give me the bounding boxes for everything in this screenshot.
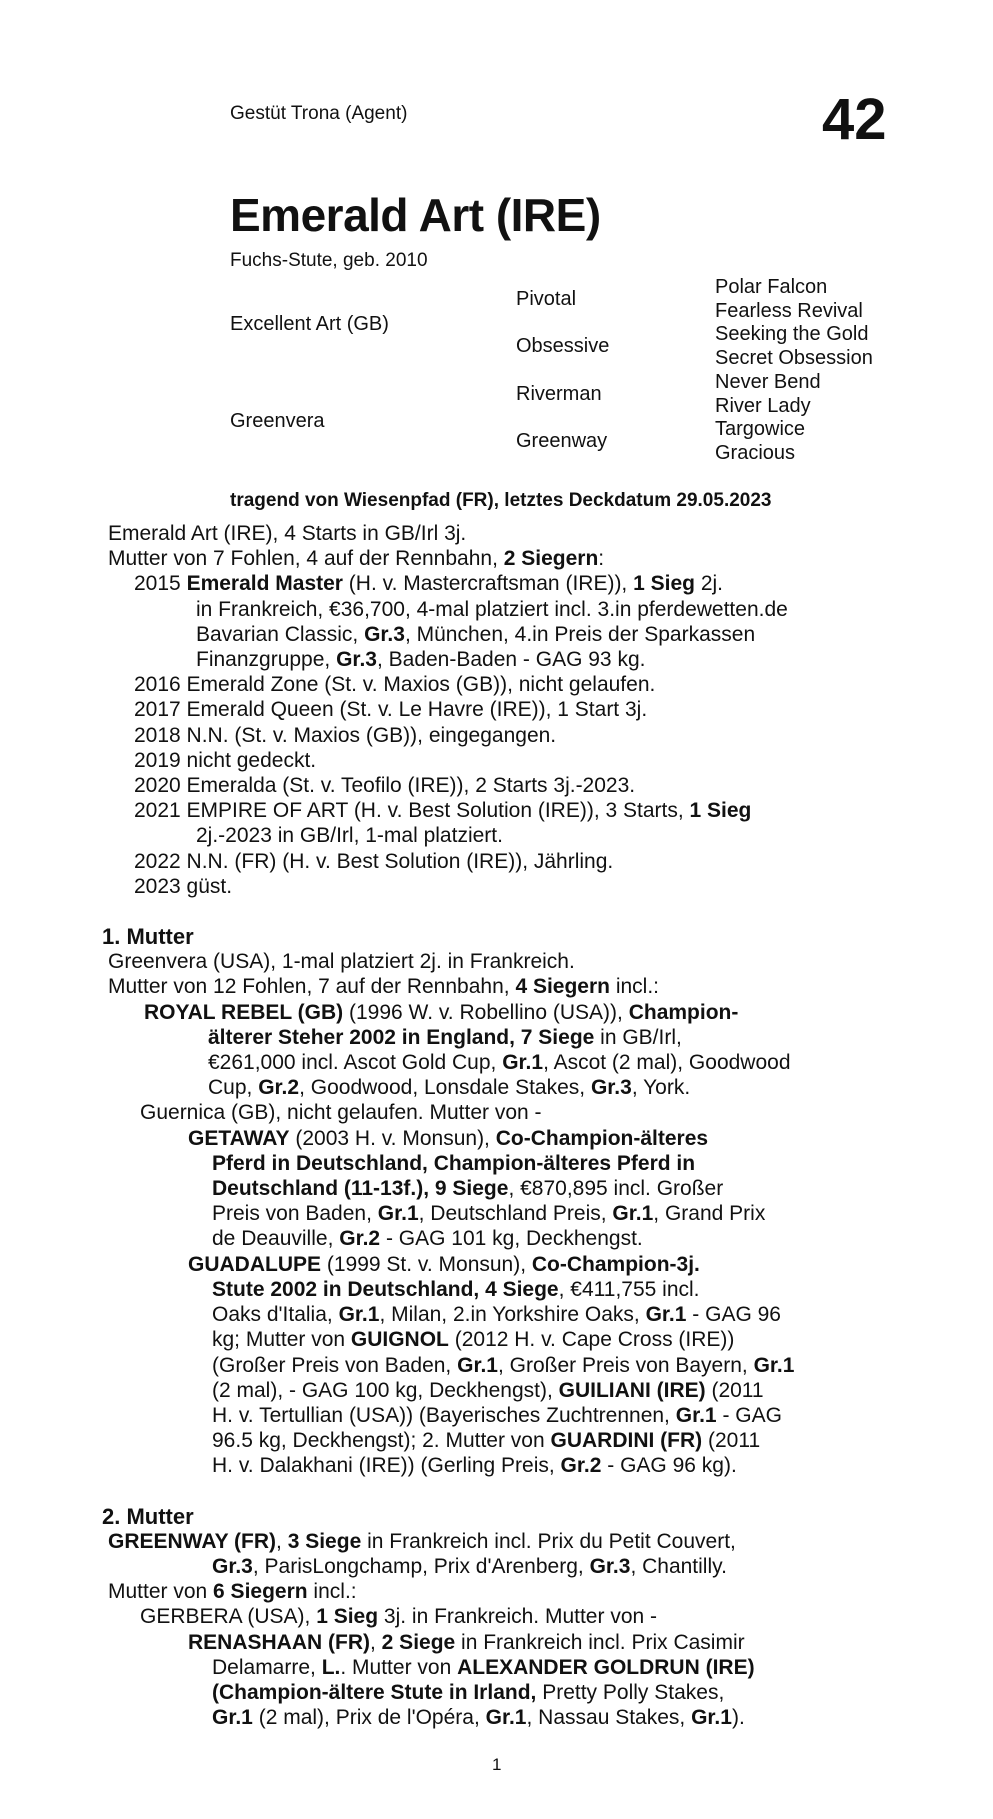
text-run: , Milan, 2.in Yorkshire Oaks, [379, 1303, 646, 1327]
text-run: , Chantilly. [630, 1554, 727, 1578]
bold-run: Gr.3 [336, 648, 377, 672]
text-line [108, 1604, 908, 1629]
text-run: Pretty Polly Stakes, [536, 1680, 725, 1704]
text-line [108, 773, 908, 798]
text-run: - GAG [716, 1403, 782, 1427]
text-line [108, 1630, 908, 1655]
bold-run: Gr.1 [645, 1303, 687, 1327]
pedigree-sire-dam: Obsessive [516, 335, 610, 357]
text-run: Delamarre, [212, 1655, 322, 1679]
text-run: 2j.-2023 in GB/Irl, 1-mal platziert. [196, 824, 503, 848]
text-run: (2011 [705, 1378, 764, 1402]
text-line [108, 1529, 908, 1554]
text-line [108, 1100, 908, 1125]
text-run: , Deutschland Preis, [418, 1202, 613, 1226]
bold-run: Gr.3 [590, 1076, 632, 1100]
text-run: (Großer Preis von Baden, [212, 1353, 458, 1377]
text-run: Mutter von 7 Fohlen, 4 auf der Rennbahn, [108, 547, 504, 571]
text-line [108, 1126, 908, 1151]
bold-run: 1 Sieg [689, 799, 752, 823]
bold-run: Gr.3 [364, 622, 405, 646]
text-line [108, 1453, 908, 1478]
pedigree-dam: Greenvera [230, 410, 325, 432]
text-line [108, 1201, 908, 1226]
pedigree-dam-sire: Riverman [516, 383, 602, 405]
text-run: incl.: [307, 1580, 357, 1604]
section-spacer [108, 1479, 908, 1504]
text-run: Bavarian Classic, [196, 622, 365, 646]
text-line [108, 1428, 908, 1453]
text-line [108, 1025, 908, 1050]
text-run: 2022 N.N. (FR) (H. v. Best Solution (IRE)), Jährling. [134, 849, 614, 873]
text-run: in GB/Irl, [594, 1025, 682, 1049]
text-line [108, 1353, 908, 1378]
text-run: H. v. Dalakhani (IRE)) (Gerling Preis, [212, 1454, 561, 1478]
text-line [108, 849, 908, 874]
text-run: incl.: [609, 975, 659, 999]
bold-run: Gr.1 [457, 1353, 498, 1377]
bold-run: Co-Champion-3j. [531, 1252, 700, 1276]
text-run: (2003 H. v. Monsun), [289, 1126, 496, 1150]
bold-run: Gr.3 [589, 1554, 631, 1578]
text-run: 2018 N.N. (St. v. Maxios (GB)), eingegangen. [134, 723, 557, 747]
text-line [108, 647, 908, 672]
text-run: GERBERA (USA), [140, 1605, 317, 1629]
text-run: in Frankreich incl. Prix Casimir [455, 1630, 745, 1654]
text-run: kg; Mutter von [212, 1328, 351, 1352]
pedigree-dam-dam: Greenway [516, 430, 608, 452]
text-line [108, 1226, 908, 1251]
text-run: , Großer Preis von Bayern, [497, 1353, 754, 1377]
bold-run: Gr.1 [612, 1202, 654, 1226]
bold-run: ROYAL REBEL (GB) [144, 1000, 344, 1024]
text-run: : [598, 547, 605, 571]
section-heading [102, 924, 908, 949]
text-line [108, 1680, 908, 1705]
text-run: 2021 EMPIRE OF ART (H. v. Best Solution (IRE)), 3 Starts, [134, 799, 690, 823]
page-number: 1 [492, 1755, 502, 1774]
text-line [108, 874, 908, 899]
text-run: , ParisLongchamp, Prix d'Arenberg, [252, 1554, 590, 1578]
text-run: 2019 nicht gedeckt. [134, 748, 317, 772]
bold-run: Gr.1 [691, 1706, 732, 1730]
text-line [108, 748, 908, 773]
text-run: - GAG 96 [686, 1303, 781, 1327]
pedigree-ggp-3: Seeking the Gold [715, 323, 869, 345]
horse-description: Fuchs-Stute, geb. 2010 [230, 250, 428, 271]
text-run: (2 mal), - GAG 100 kg, Deckhengst), [212, 1378, 559, 1402]
text-line [108, 1050, 908, 1075]
text-line [108, 1705, 908, 1730]
bold-run: Gr.1 [675, 1403, 717, 1427]
bold-run: 1 Sieg [316, 1605, 379, 1629]
text-run: 2016 Emerald Zone (St. v. Maxios (GB)), nicht gelaufen. [134, 673, 656, 697]
text-line [108, 1151, 908, 1176]
text-run: 2017 Emerald Queen (St. v. Le Havre (IRE)), 1 Start 3j. [134, 698, 648, 722]
covered-note: tragend von Wiesenpfad (FR), letztes Deckdatum 29.05.2023 [230, 490, 772, 511]
text-run: Finanzgruppe, [196, 648, 337, 672]
bold-run: Gr.1 [338, 1303, 380, 1327]
text-run: 96.5 kg, Deckhengst); 2. Mutter von [212, 1429, 551, 1453]
bold-run: ALEXANDER GOLDRUN (IRE) [457, 1655, 755, 1679]
text-run: , York. [631, 1076, 691, 1100]
bold-run: Champion- [628, 1000, 739, 1024]
bold-run: GUIGNOL [350, 1328, 449, 1352]
text-run: , Baden-Baden - GAG 93 kg. [376, 648, 646, 672]
bold-run: 3 Siege [287, 1529, 362, 1553]
bold-run: Pferd in Deutschland, Champion-älteres Pferd in [212, 1151, 696, 1175]
text-line [108, 1378, 908, 1403]
text-run: , €870,895 incl. Großer [508, 1177, 724, 1201]
agent-name: Gestüt Trona (Agent) [230, 103, 408, 124]
bold-run: RENASHAAN (FR) [188, 1630, 370, 1654]
text-line [108, 1327, 908, 1352]
text-run: in Frankreich, €36,700, 4-mal platziert incl. 3.in pferdewetten.de [196, 597, 788, 621]
text-run: ). [731, 1706, 745, 1730]
produce-record [102, 521, 908, 1730]
bold-run: Co-Champion-älteres [495, 1126, 709, 1150]
section-heading [102, 1504, 908, 1529]
text-run: - GAG 96 kg). [601, 1454, 737, 1478]
pedigree-ggp-8: Gracious [715, 442, 796, 464]
text-line [108, 672, 908, 697]
pedigree-ggp-4: Secret Obsession [715, 347, 873, 369]
bold-run: (Champion-ältere Stute in Irland, [212, 1680, 537, 1704]
text-line [108, 521, 908, 546]
text-run: (2011 [702, 1429, 761, 1453]
text-run: , Ascot (2 mal), Goodwood [543, 1051, 791, 1075]
text-run: 2j. [694, 572, 723, 596]
bold-run: GUARDINI (FR) [550, 1429, 703, 1453]
bold-run: 4 Siegern [515, 975, 610, 999]
text-line [108, 1403, 908, 1428]
text-run: Oaks d'Italia, [212, 1303, 339, 1327]
bold-run: Deutschland (11-13f.), 9 Siege [212, 1177, 509, 1201]
bold-run: 1 Sieg [633, 572, 695, 596]
text-run: de Deauville, [212, 1227, 340, 1251]
bold-run: 2 Siege [381, 1630, 456, 1654]
bold-run: Gr.2 [560, 1454, 602, 1478]
text-run: Preis von Baden, [212, 1202, 378, 1226]
text-run: , [370, 1630, 382, 1654]
bold-run: Gr.1 [212, 1706, 253, 1730]
bold-run: L. [321, 1655, 341, 1679]
text-line [108, 949, 908, 974]
bold-run: 2 Siegern [503, 547, 599, 571]
text-line [108, 798, 908, 823]
text-run: . Mutter von [340, 1655, 458, 1679]
text-line [108, 1075, 908, 1100]
text-line [108, 546, 908, 571]
text-run: Emerald Art (IRE), 4 Starts in GB/Irl 3j. [108, 522, 467, 545]
text-run: H. v. Tertullian (USA)) (Bayerisches Zuchtrennen, [212, 1403, 676, 1427]
bold-run: Gr.2 [339, 1227, 381, 1251]
horse-name: Emerald Art (IRE) [230, 189, 601, 241]
text-run: 2015 [134, 572, 187, 596]
text-run: €261,000 incl. Ascot Gold Cup, [208, 1051, 503, 1075]
text-line [108, 1554, 908, 1579]
text-run: 3j. in Frankreich. Mutter von - [378, 1605, 658, 1629]
text-run: (1999 St. v. Monsun), [321, 1252, 532, 1276]
text-run: , München, 4.in Preis der Sparkassen [404, 622, 756, 646]
text-run: - GAG 101 kg, Deckhengst. [380, 1227, 643, 1251]
text-run: (1996 W. v. Robellino (USA)), [343, 1000, 629, 1024]
text-line [108, 1252, 908, 1277]
bold-run: Emerald Master [186, 572, 343, 596]
text-run: , Goodwood, Lonsdale Stakes, [299, 1076, 591, 1100]
section-spacer [108, 899, 908, 924]
text-line [108, 622, 908, 647]
bold-run: GETAWAY [188, 1126, 290, 1150]
bold-run: Stute 2002 in Deutschland, 4 Siege [212, 1277, 559, 1301]
text-run: (H. v. Mastercraftsman (IRE)), [342, 572, 634, 596]
pedigree-sire-sire: Pivotal [516, 288, 577, 310]
pedigree-ggp-7: Targowice [715, 418, 806, 440]
bold-run: Gr.1 [502, 1051, 544, 1075]
text-line [108, 1277, 908, 1302]
text-run: 2020 Emeralda (St. v. Teofilo (IRE)), 2 Starts 3j.-2023. [134, 774, 636, 798]
text-line [108, 697, 908, 722]
text-run: , Grand Prix [653, 1202, 766, 1226]
pedigree-sire: Excellent Art (GB) [230, 313, 389, 335]
pedigree-ggp-5: Never Bend [715, 371, 821, 393]
bold-run: Gr.2 [258, 1076, 300, 1100]
text-line [108, 1000, 908, 1025]
text-run: , €411,755 incl. [558, 1277, 700, 1301]
bold-run: älterer Steher 2002 in England, 7 Siege [208, 1025, 595, 1049]
text-run: Cup, [208, 1076, 259, 1100]
pedigree-ggp-1: Polar Falcon [715, 276, 828, 298]
pedigree-ggp-6: River Lady [715, 395, 811, 417]
bold-run: 6 Siegern [213, 1580, 308, 1604]
text-line [108, 1176, 908, 1201]
text-run: 2023 güst. [134, 874, 233, 898]
text-line [108, 1655, 908, 1680]
bold-run: GUILIANI (IRE) [558, 1378, 706, 1402]
bold-run: GUADALUPE [188, 1252, 322, 1276]
text-run: Mutter von 12 Fohlen, 7 auf der Rennbahn, [108, 975, 516, 999]
lot-number: 42 [822, 87, 887, 152]
bold-run: Gr.1 [377, 1202, 419, 1226]
bold-run: GREENWAY (FR) [108, 1529, 277, 1553]
bold-run: 2. Mutter [102, 1503, 194, 1529]
text-line [108, 723, 908, 748]
text-line [108, 571, 908, 596]
bold-run: Gr.1 [753, 1353, 795, 1377]
text-run: in Frankreich incl. Prix du Petit Couvert, [361, 1529, 736, 1553]
text-run: (2 mal), Prix de l'Opéra, [252, 1706, 486, 1730]
text-line [108, 974, 908, 999]
bold-run: 1. Mutter [102, 924, 194, 950]
text-line [108, 597, 908, 622]
text-line [108, 823, 908, 848]
text-run: (2012 H. v. Cape Cross (IRE)) [448, 1328, 735, 1352]
text-line [108, 1579, 908, 1604]
text-run: Mutter von [108, 1580, 214, 1604]
text-run: Greenvera (USA), 1-mal platziert 2j. in Frankreich. [108, 950, 575, 974]
text-run: Guernica (GB), nicht gelaufen. Mutter von - [140, 1101, 542, 1125]
pedigree-ggp-2: Fearless Revival [715, 300, 863, 322]
bold-run: Gr.3 [212, 1554, 253, 1578]
bold-run: Gr.1 [485, 1706, 527, 1730]
text-run: , Nassau Stakes, [526, 1706, 692, 1730]
text-line [108, 1302, 908, 1327]
text-run: , [276, 1529, 288, 1553]
